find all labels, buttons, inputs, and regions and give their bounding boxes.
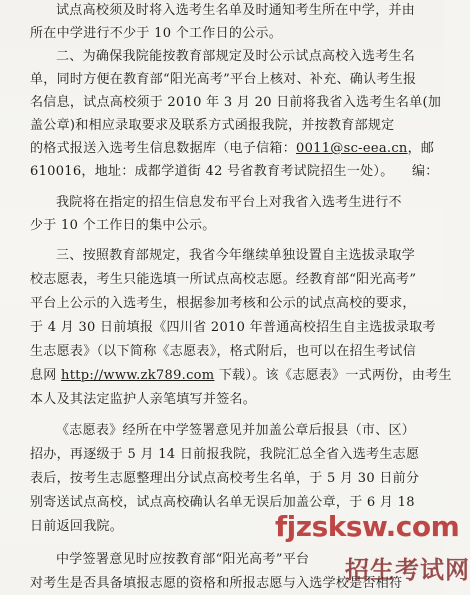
doc-line: 校志愿表，考生只能选填一所试点高校志愿。经教育部“阳光高考”	[30, 272, 417, 287]
doc-line: 生志愿表》（以下简称《志愿表》，格式附后，也可以在招生考试信	[30, 344, 417, 359]
doc-line: 所在中学进行不少于 10 个工作日的公示。	[30, 26, 283, 41]
url-link[interactable]: http://www.zk789.com	[61, 368, 215, 383]
doc-line: 名信息，试点高校须于 2010 年 3 月 20 日前将我省入选考生名单(加	[30, 95, 442, 110]
doc-line: 三、按照教育部规定，我省今年继续单独设置自主选拔录取学	[56, 248, 416, 263]
postcode-label: 编：	[412, 164, 439, 179]
doc-text: ，邮	[407, 141, 435, 156]
doc-line: 别寄送试点高校，试点高校确认名单无误后加盖公章，于 6 月 18	[30, 495, 415, 510]
doc-line: 我院将在指定的招生信息发布平台上对我省入选考生进行不	[56, 195, 402, 210]
doc-text: 息网	[30, 368, 57, 383]
doc-line: 日前返回我院。	[30, 519, 124, 534]
doc-line: 中学签署意见时应按教育部“阳光高考”平台	[56, 552, 310, 567]
doc-line: 二、为确保我院能按教育部规定及时公示试点高校入选考生名	[56, 49, 416, 64]
doc-line: 对考生是否具备填报志愿的资格和所报志愿与入选学校是否相符	[30, 576, 403, 591]
doc-line: 平台上公示的入选考生，根据参加考核和公示的试点高校的要求，	[30, 296, 416, 311]
doc-line: 盖公章)和相应录取要求及联系方式函报我院，并按教育部规定	[30, 118, 395, 133]
doc-line: 少于 10 个工作日的集中公示。	[30, 218, 216, 233]
site-watermark	[275, 510, 470, 595]
doc-line-url	[30, 368, 452, 384]
doc-line: 于 4 月 30 日前填报《四川省 2010 年普通高校招生自主选拔录取考	[30, 320, 436, 335]
doc-line: 《志愿表》经所在中学签署意见并加盖公章后报县（市、区）	[56, 423, 416, 438]
doc-line-email	[30, 141, 434, 157]
doc-line: 单，同时方便在教育部“阳光高考”平台上核对、补充、确认考生报	[30, 72, 417, 87]
doc-line: 试点高校须及时将入选考生名单及时通知考生所在中学，并由	[56, 3, 416, 18]
doc-text: 的格式报送入选考生信息数据库（电子信箱：	[30, 141, 297, 156]
email-link[interactable]: 0011@sc-eea.cn	[296, 141, 408, 156]
doc-text: 下载）。该《志愿表》一式两份，由考生	[214, 368, 452, 383]
watermark-domain: fjzsksw.com	[275, 510, 460, 543]
doc-line: 表后，按考生志愿整理出分试点高校考生名单，于 5 月 30 日前分	[30, 471, 420, 486]
doc-line: 招办，再逐级于 5 月 14 日前报我院，我院汇总全省入选考生志愿	[30, 447, 420, 462]
doc-line: 本人及其法定监护人亲笔填写并签名。	[30, 392, 257, 407]
watermark-name: 招生考试网	[345, 556, 470, 584]
doc-line: 610016，地址：成都学道街 42 号省教育考试院招生一处）。	[30, 164, 394, 179]
